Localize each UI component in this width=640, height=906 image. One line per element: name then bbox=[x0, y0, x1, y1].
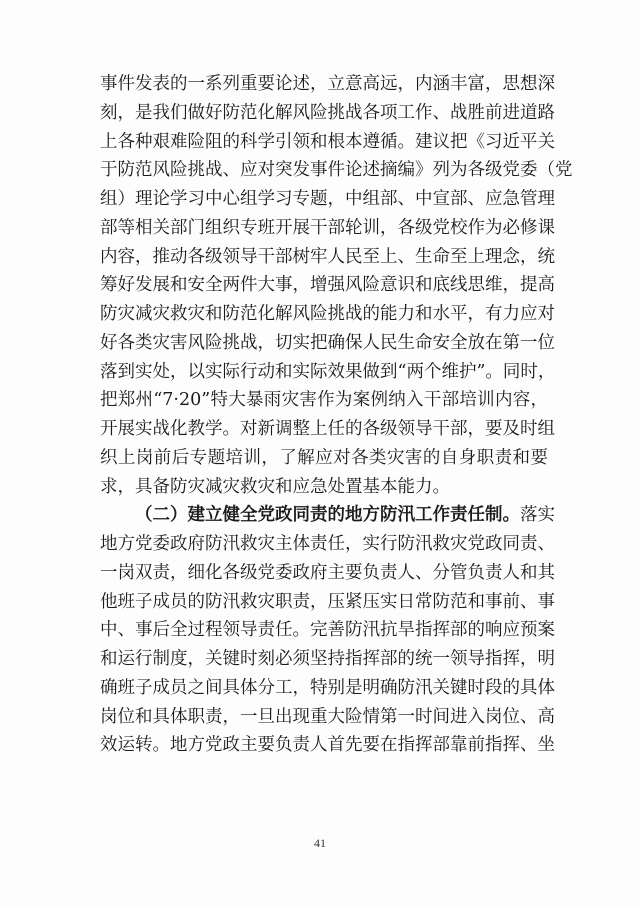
text-line: 和运行制度，关键时刻必须坚持指挥部的统一领导指挥，明 bbox=[100, 649, 555, 669]
page-number: 41 bbox=[314, 836, 326, 850]
text-fragment: 落实 bbox=[520, 505, 555, 526]
text-line: 把郑州“7·20”特大暴雨灾害作为案例纳入干部培训内容， bbox=[100, 390, 548, 411]
text-line: 效运转。地方党政主要负责人首先要在指挥部靠前指挥、坐 bbox=[100, 735, 555, 756]
text-line: 于防范风险挑战、应对突发事件论述摘编》列为各级党委（党 bbox=[100, 160, 573, 181]
text-line: 内容，推动各级领导干部树牢人民至上、生命至上理念，统 bbox=[100, 246, 555, 267]
page-body bbox=[100, 70, 573, 760]
text-line: 中、事后全过程领导责任。完善防汛抗旱指挥部的响应预案 bbox=[100, 620, 555, 641]
text-line: 一岗双责，细化各级党委政府主要负责人、分管负责人和其 bbox=[100, 562, 555, 583]
text-line: 他班子成员的防汛救灾职责，压紧压实日常防范和事前、事 bbox=[100, 591, 555, 612]
text-line: 地方党委政府防汛救灾主体责任，实行防汛救灾党政同责、 bbox=[100, 534, 555, 554]
text-line: 落到实处，以实际行动和实际效果做到“两个维护”。同时， bbox=[100, 361, 556, 382]
text-line: 部等相关部门组织专班开展干部轮训，各级党校作为必修课 bbox=[100, 217, 555, 238]
text-line: 岗位和具体职责，一旦出现重大险情第一时间进入岗位、高 bbox=[100, 706, 555, 727]
text-line: 确班子成员之间具体分工，特别是明确防汛关键时段的具体 bbox=[100, 677, 555, 698]
paragraph-1 bbox=[100, 70, 573, 501]
text-line: 筹好发展和安全两件大事，增强风险意识和底线思维，提高 bbox=[100, 275, 555, 296]
paragraph-2 bbox=[100, 501, 555, 760]
section-heading: （二）建立健全党政同责的地方防汛工作责任制。 bbox=[135, 505, 520, 526]
text-line: 上各种艰难险阻的科学引领和根本遵循。建议把《习近平关 bbox=[100, 131, 555, 152]
section-heading-line bbox=[100, 501, 555, 530]
text-line: 求，具备防灾减灾救灾和应急处置基本能力。 bbox=[100, 476, 450, 497]
text-line: 事件发表的一系列重要论述，立意高远，内涵丰富，思想深 bbox=[100, 74, 555, 94]
text-line: 刻，是我们做好防范化解风险挑战各项工作、战胜前进道路 bbox=[100, 102, 555, 123]
text-line: 织上岗前后专题培训，了解应对各类灾害的自身职责和要 bbox=[100, 447, 548, 468]
text-line: 组）理论学习中心组学习专题，中组部、中宣部、应急管理 bbox=[100, 189, 555, 209]
text-line: 开展实战化教学。对新调整上任的各级领导干部，要及时组 bbox=[100, 419, 555, 439]
text-line: 好各类灾害风险挑战，切实把确保人民生命安全放在第一位 bbox=[100, 332, 555, 353]
text-line: 防灾减灾救灾和防范化解风险挑战的能力和水平，有力应对 bbox=[100, 304, 555, 324]
